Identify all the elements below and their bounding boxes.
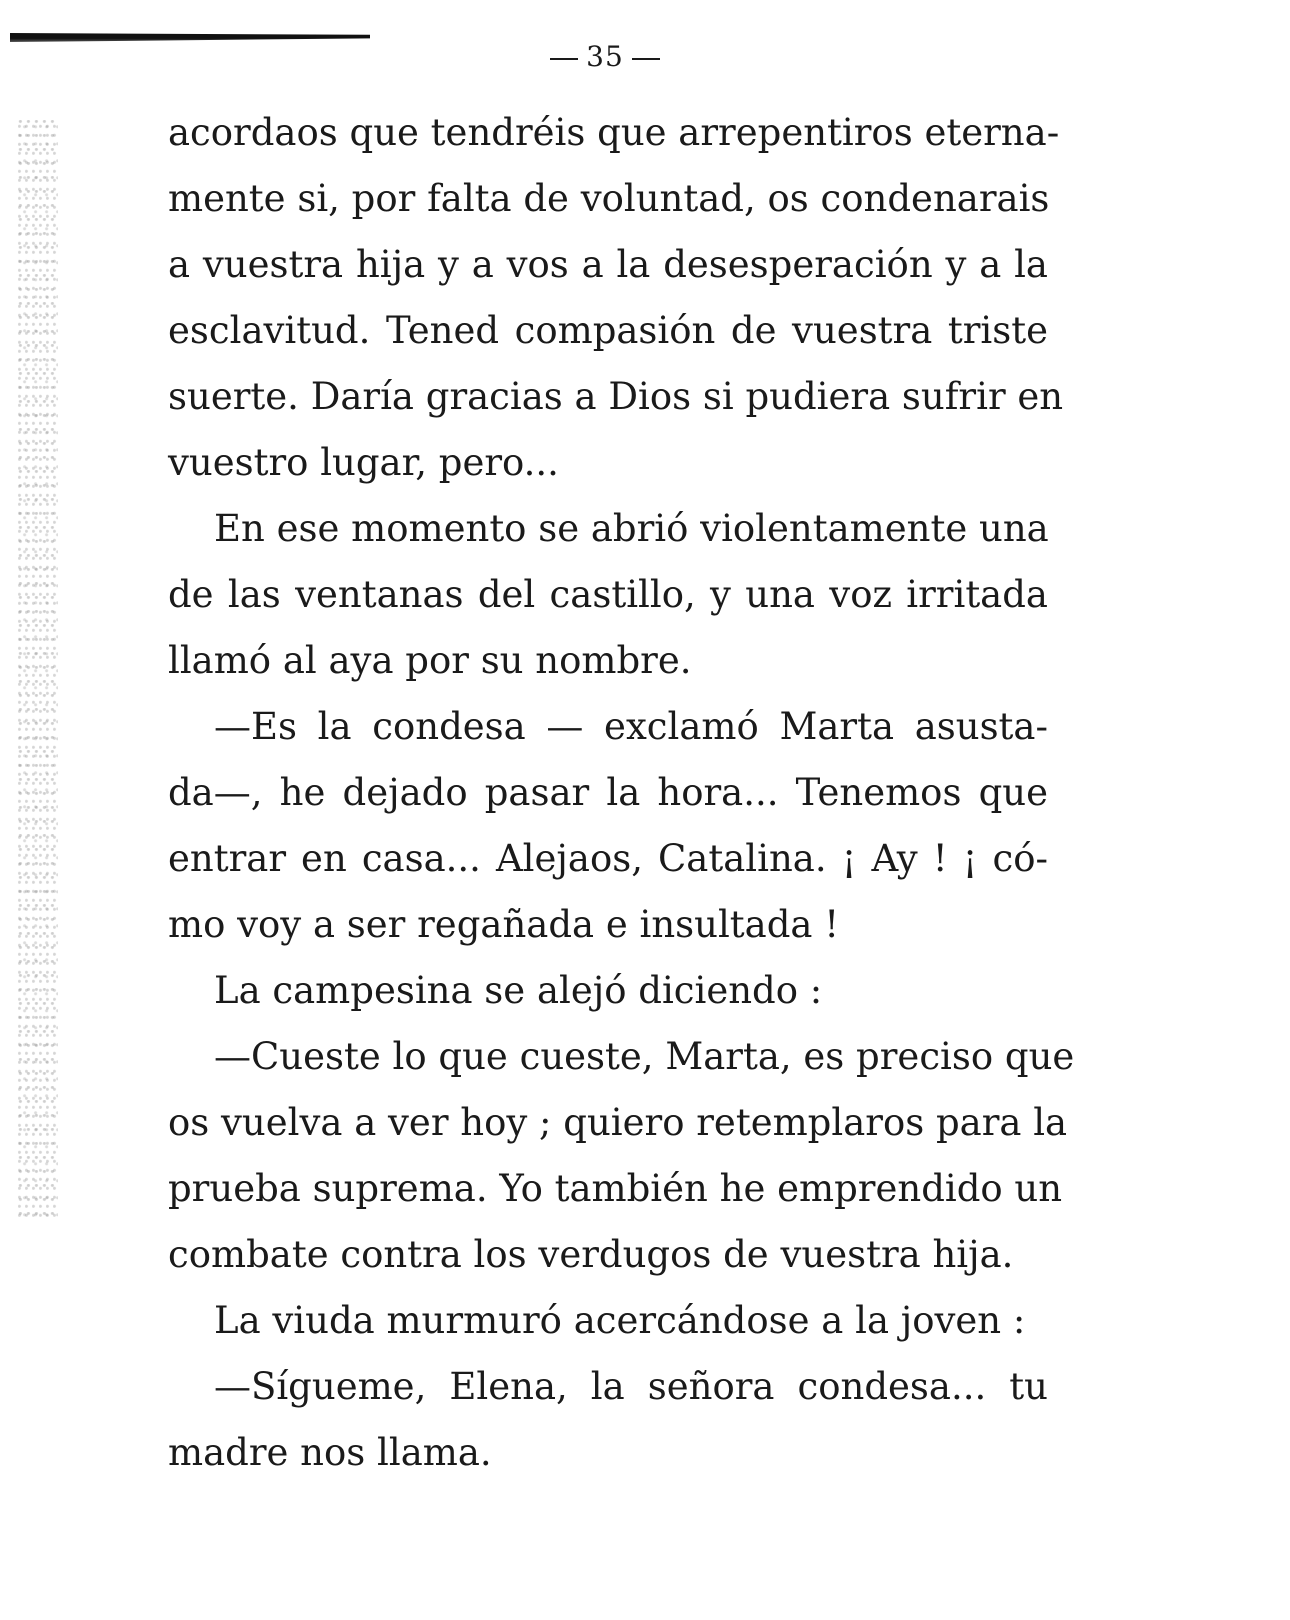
text-line: da—, he dejado pasar la hora... Tenemos que	[168, 771, 1048, 814]
text-line: prueba suprema. Yo también he emprendido un	[168, 1167, 1063, 1210]
text-line: —Cueste lo que cueste, Marta, es preciso que	[214, 1035, 1075, 1078]
paragraph	[168, 496, 1048, 694]
text-line: combate contra los verdugos de vuestra hija.	[168, 1233, 1014, 1276]
text-line: esclavitud. Tened compasión de vuestra triste	[168, 309, 1048, 352]
text-line: entrar en casa... Alejaos, Catalina. ¡ Ay ! ¡ có-	[168, 837, 1048, 880]
page-number-dash-left	[550, 58, 578, 60]
text-line: madre nos llama.	[168, 1431, 492, 1474]
body-text	[168, 100, 1075, 1486]
paragraph	[168, 958, 1048, 1024]
page-number	[0, 40, 1210, 73]
text-line: vuestro lugar, pero...	[168, 441, 559, 484]
scan-margin-noise	[18, 120, 58, 1220]
paragraph	[168, 100, 1064, 496]
paragraph	[168, 694, 1048, 958]
paragraph	[168, 1288, 1048, 1354]
text-line: En ese momento se abrió violentamente una	[214, 507, 1049, 550]
text-line: —Es la condesa — exclamó Marta asusta-	[214, 705, 1048, 748]
text-line: La viuda murmuró acercándose a la joven :	[214, 1299, 1026, 1342]
paragraph	[168, 1024, 1075, 1288]
text-line: acordaos que tendréis que arrepentiros eterna-	[168, 111, 1060, 154]
text-line: mo voy a ser regañada e insultada !	[168, 903, 840, 946]
text-line: os vuelva a ver hoy ; quiero retemplaros para la	[168, 1101, 1068, 1144]
text-line: de las ventanas del castillo, y una voz irritada	[168, 573, 1048, 616]
page-number-dash-right	[632, 58, 660, 60]
text-line: llamó al aya por su nombre.	[168, 639, 692, 682]
paragraph	[168, 1354, 1048, 1486]
text-line: La campesina se alejó diciendo :	[214, 969, 823, 1012]
text-line: suerte. Daría gracias a Dios si pudiera sufrir en	[168, 375, 1064, 418]
text-line: —Sígueme, Elena, la señora condesa... tu	[214, 1365, 1048, 1408]
text-line: mente si, por falta de voluntad, os condenarais	[168, 177, 1050, 220]
text-line: a vuestra hija y a vos a la desesperación y a la	[168, 243, 1048, 286]
page-number-value: 35	[586, 40, 624, 73]
